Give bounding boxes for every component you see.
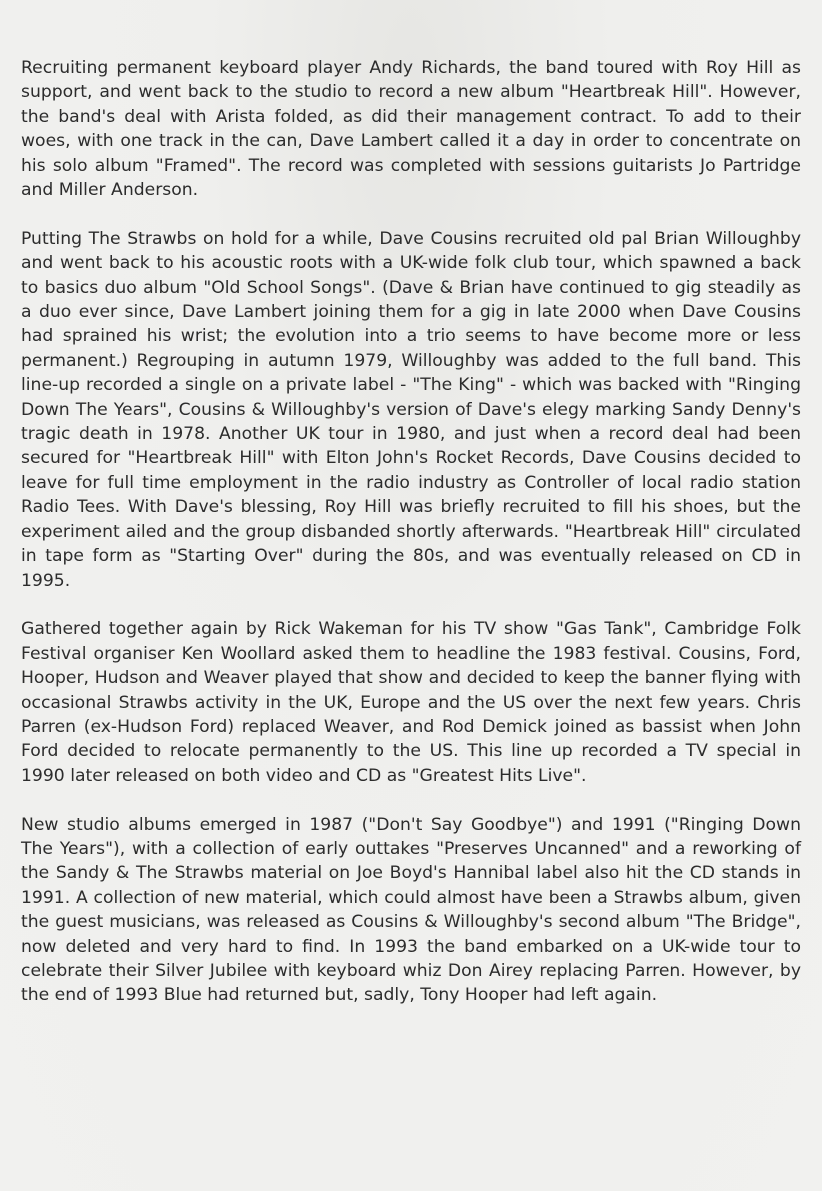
paragraph-gas-tank: Gathered together again by Rick Wakeman for his TV show "Gas Tank", Cambridge Folk Festival organiser Ken Woollard asked them to headline the 1983 festival. Cousins, Ford, Hooper, Hudson and Weaver played that show and decided to keep the banner flying with occasional Strawbs activity in the UK, Europe and the US over the next few years. Chris Parren (ex-Hudson Ford) replaced Weaver, and Rod Demick joined as bassist when John Ford decided to relocate permanently to the US. This line up recorded a TV special in 1990 later released on both video and CD as "Greatest Hits Live". xyxy=(21,619,801,786)
body-text xyxy=(21,56,801,1032)
paragraph-cousins-willoughby: Putting The Strawbs on hold for a while, Dave Cousins recruited old pal Brian Willoughby and went back to his acoustic roots with a UK-wide folk club tour, which spawned a back to basics duo album "Old School Songs". (Dave & Brian have continued to gig steadily as a duo ever since, Dave Lambert joining them for a gig in late 2000 when Dave Cousins had sprained his wrist; the evolution into a trio seems to have become more or less permanent.) Regrouping in autumn 1979, Willoughby was added to the full band. This line-up recorded a single on a private label - "The King" - which was backed with "Ringing Down The Years", Cousins & Willoughby's version of Dave's elegy marking Sandy Denny's tragic death in 1978. Another UK tour in 1980, and just when a record deal had been secured for "Heartbreak Hill" with Elton John's Rocket Records, Dave Cousins decided to leave for full time employment in the radio industry as Controller of local radio station Radio Tees. With Dave's blessing, Roy Hill was briefly recruited to fill his shoes, but the experiment ailed and the group disbanded shortly afterwards. "Heartbreak Hill" circulated in tape form as "Starting Over" during the 80s, and was eventually released on CD in 1995. xyxy=(21,228,801,591)
paragraph-new-studio-albums: New studio albums emerged in 1987 ("Don't Say Goodbye") and 1991 ("Ringing Down The Years"), with a collection of early outtakes "Preserves Uncanned" and a reworking of the Sandy & The Strawbs material on Joe Boyd's Hannibal label also hit the CD stands in 1991. A collection of new material, which could almost have been a Strawbs album, given the guest musicians, was released as Cousins & Willoughby's second album "The Bridge", now deleted and very hard to find. In 1993 the band embarked on a UK-wide tour to celebrate their Silver Jubilee with keyboard whiz Don Airey replacing Parren. However, by the end of 1993 Blue had returned but, sadly, Tony Hooper had left again. xyxy=(21,814,801,1006)
paragraph-heartbreak-hill: Recruiting permanent keyboard player Andy Richards, the band toured with Roy Hill as support, and went back to the studio to record a new album "Heartbreak Hill". However, the band's deal with Arista folded, as did their management contract. To add to their woes, with one track in the can, Dave Lambert called it a day in order to concentrate on his solo album "Framed". The record was completed with sessions guitarists Jo Partridge and Miller Anderson. xyxy=(21,58,801,201)
